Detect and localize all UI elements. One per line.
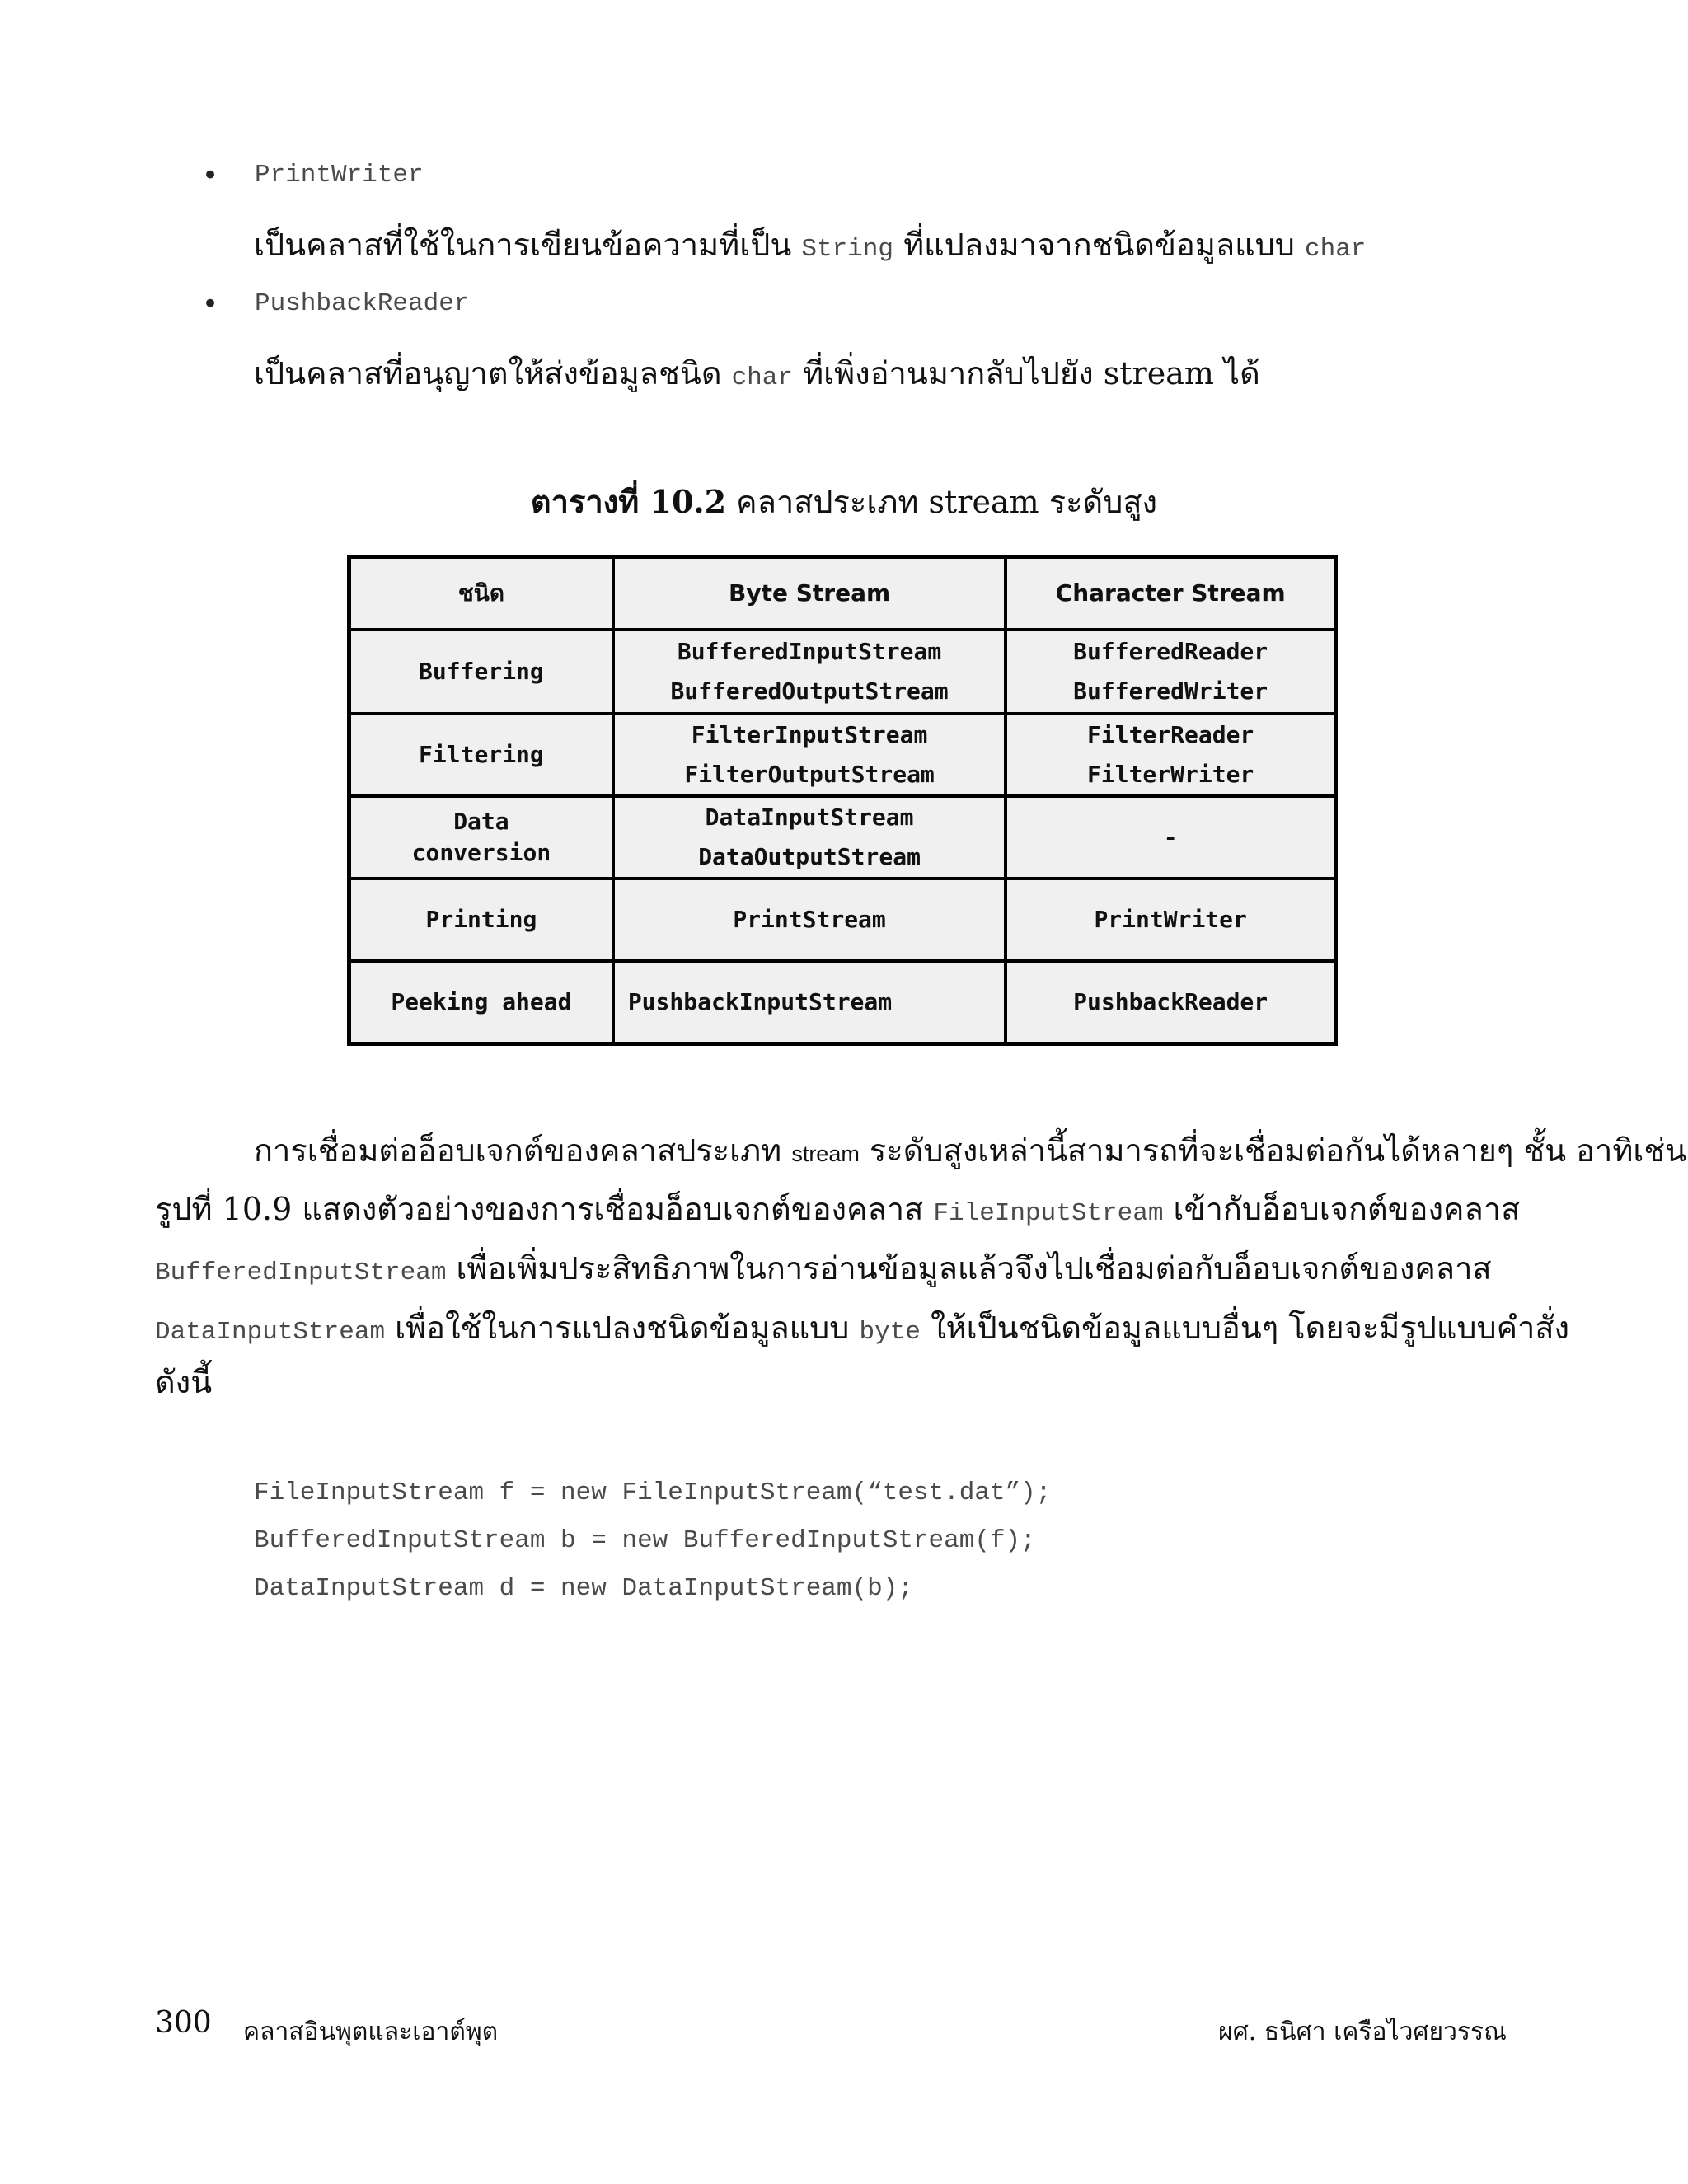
header-type: ชนิด bbox=[349, 557, 613, 630]
header-character-stream: Character Stream bbox=[1006, 557, 1335, 630]
caption-text: คลาสประเภท stream ระดับสูง bbox=[726, 484, 1158, 520]
class-name: PushbackReader bbox=[255, 289, 470, 318]
table-row bbox=[349, 879, 1336, 961]
table-row bbox=[349, 630, 1336, 714]
stream-class-table bbox=[347, 555, 1338, 1046]
type-cell: Data conversion bbox=[349, 796, 613, 879]
paragraph-line: BufferedInputStream เพื่อเพิ่มประสิทธิภาพในการอ่านข้อมูลแล้วจึงไปเชื่อมต่อกับอ็อบเจกต์ของคลาส bbox=[155, 1250, 1492, 1287]
character-stream-cell: FilterReader FilterWriter bbox=[1006, 714, 1335, 796]
character-stream-cell: BufferedReader BufferedWriter bbox=[1006, 630, 1335, 714]
type-cell: Filtering bbox=[349, 714, 613, 796]
code-line: BufferedInputStream b = new BufferedInputStream(f); bbox=[254, 1526, 1036, 1555]
caption-number: ตารางที่ 10.2 bbox=[530, 483, 727, 520]
paragraph-line: DataInputStream เพื่อใช้ในการแปลงชนิดข้อมูลแบบ byte ให้เป็นชนิดข้อมูลแบบอื่นๆ โดยจะมีรูปแบบคำสั่ง bbox=[155, 1310, 1570, 1347]
type-cell: Printing bbox=[349, 879, 613, 961]
type-cell: Buffering bbox=[349, 630, 613, 714]
byte-stream-cell: FilterInputStream FilterOutputStream bbox=[613, 714, 1006, 796]
byte-stream-cell: PrintStream bbox=[613, 879, 1006, 961]
type-cell: Peeking ahead bbox=[349, 961, 613, 1043]
table-row bbox=[349, 961, 1336, 1043]
byte-stream-cell: DataInputStream DataOutputStream bbox=[613, 796, 1006, 879]
table-row bbox=[349, 796, 1336, 879]
character-stream-cell: PrintWriter bbox=[1006, 879, 1335, 961]
bullet-dot: • bbox=[202, 159, 219, 192]
paragraph-line: การเชื่อมต่ออ็อบเจกต์ของคลาสประเภท stream ระดับสูงเหล่านี้สามารถที่จะเชื่อมต่อกันได้หลายๆ ชั้น อาทิเช่น bbox=[254, 1132, 1687, 1169]
bullet-description: เป็นคลาสที่ใช้ในการเขียนข้อความที่เป็น String ที่แปลงมาจากชนิดข้อมูลแบบ char bbox=[254, 227, 1367, 264]
code-line: FileInputStream f = new FileInputStream(“test.dat”); bbox=[254, 1479, 1052, 1507]
character-stream-cell: - bbox=[1006, 796, 1335, 879]
table-caption bbox=[0, 476, 1688, 527]
table-header-row bbox=[349, 557, 1336, 630]
class-name: PrintWriter bbox=[255, 161, 424, 190]
paragraph-line: ดังนี้ bbox=[155, 1364, 213, 1400]
footer-title: คลาสอินพุตและเอาต์พุต bbox=[243, 2018, 499, 2046]
bullet-dot: • bbox=[202, 288, 219, 321]
code-line: DataInputStream d = new DataInputStream(b); bbox=[254, 1574, 913, 1603]
character-stream-cell: PushbackReader bbox=[1006, 961, 1335, 1043]
byte-stream-cell: PushbackInputStream bbox=[613, 961, 1006, 1043]
paragraph-line: รูปที่ 10.9 แสดงตัวอย่างของการเชื่อมอ็อบเจกต์ของคลาส FileInputStream เข้ากับอ็อบเจกต์ของคลาส bbox=[155, 1191, 1521, 1228]
byte-stream-cell: BufferedInputStream BufferedOutputStream bbox=[613, 630, 1006, 714]
footer-author: ผศ. ธนิศา เครือไวศยวรรณ bbox=[1218, 2018, 1507, 2046]
table-row bbox=[349, 714, 1336, 796]
page-number: 300 bbox=[155, 2006, 212, 2040]
bullet-description: เป็นคลาสที่อนุญาตให้ส่งข้อมูลชนิด char ที่เพิ่งอ่านมากลับไปยัง stream ได้ bbox=[254, 355, 1260, 392]
header-byte-stream: Byte Stream bbox=[613, 557, 1006, 630]
